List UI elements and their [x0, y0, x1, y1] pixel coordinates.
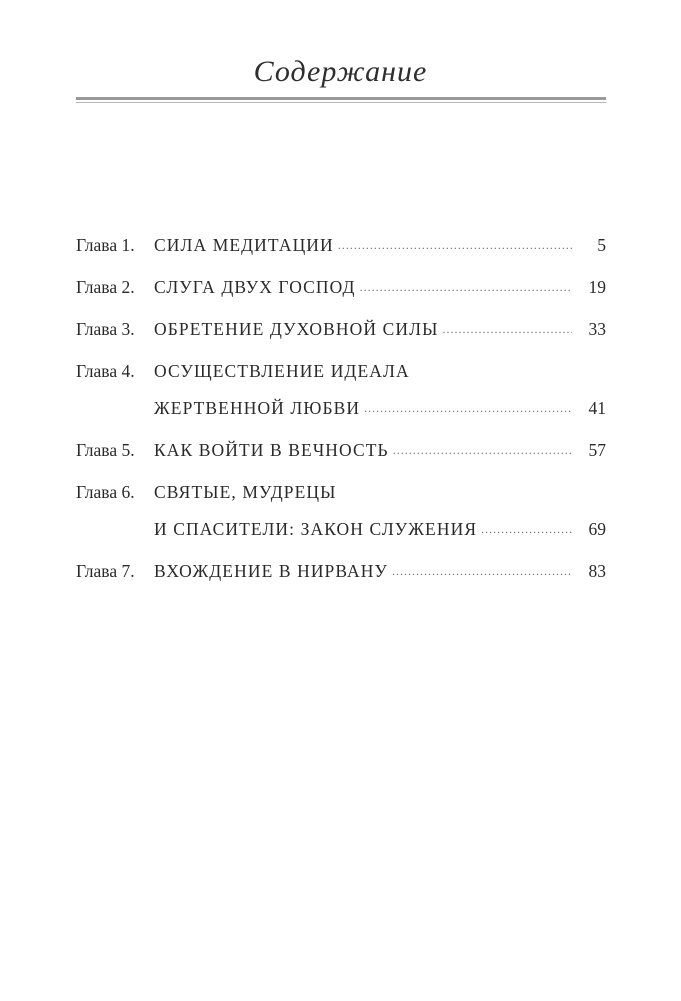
toc-entry-chapter-1[interactable]	[76, 234, 606, 257]
chapter-title-line-2: ЖЕРТВЕННОЙ ЛЮБВИ	[154, 398, 361, 418]
chapter-label: Глава 7.	[76, 561, 135, 581]
table-of-contents	[76, 234, 606, 602]
chapter-title-line-1: ОСУЩЕСТВЛЕНИЕ ИДЕАЛА	[154, 361, 410, 381]
chapter-title: ОБРЕТЕНИЕ ДУХОВНОЙ СИЛЫ	[154, 319, 439, 339]
chapter-title-line-1: СВЯТЫЕ, МУДРЕЦЫ	[154, 482, 337, 502]
toc-entry-chapter-6[interactable]	[76, 481, 606, 541]
chapter-label: Глава 3.	[76, 319, 135, 339]
page-number: 83	[588, 561, 606, 581]
dot-leader	[338, 238, 572, 252]
toc-entry-chapter-5[interactable]	[76, 439, 606, 462]
page-number: 57	[588, 440, 606, 460]
page-number: 19	[588, 277, 606, 297]
dot-leader	[393, 443, 572, 457]
page-number: 5	[597, 235, 606, 255]
chapter-label: Глава 5.	[76, 440, 135, 460]
chapter-label: Глава 1.	[76, 235, 135, 255]
dot-leader	[360, 280, 572, 294]
chapter-label: Глава 6.	[76, 482, 135, 502]
chapter-label: Глава 2.	[76, 277, 135, 297]
page-number: 41	[588, 398, 606, 418]
toc-entry-chapter-7[interactable]	[76, 560, 606, 583]
chapter-title: КАК ВОЙТИ В ВЕЧНОСТЬ	[154, 440, 389, 460]
chapter-title-line-2: И СПАСИТЕЛИ: ЗАКОН СЛУЖЕНИЯ	[154, 519, 478, 539]
title-rule	[76, 97, 606, 100]
dot-leader	[481, 522, 572, 536]
chapter-label: Глава 4.	[76, 361, 135, 381]
page-number: 33	[588, 319, 606, 339]
dot-leader	[392, 564, 572, 578]
toc-entry-chapter-2[interactable]	[76, 276, 606, 299]
chapter-title: СЛУГА ДВУХ ГОСПОД	[154, 277, 356, 297]
toc-entry-chapter-4[interactable]	[76, 360, 606, 420]
dot-leader	[442, 322, 572, 336]
toc-entry-chapter-3[interactable]	[76, 318, 606, 341]
page-number: 69	[588, 519, 606, 539]
title-rule-thin	[76, 102, 606, 103]
dot-leader	[364, 401, 572, 415]
page-title: Содержание	[253, 55, 428, 88]
chapter-title: СИЛА МЕДИТАЦИИ	[154, 235, 334, 255]
chapter-title: ВХОЖДЕНИЕ В НИРВАНУ	[154, 561, 389, 581]
